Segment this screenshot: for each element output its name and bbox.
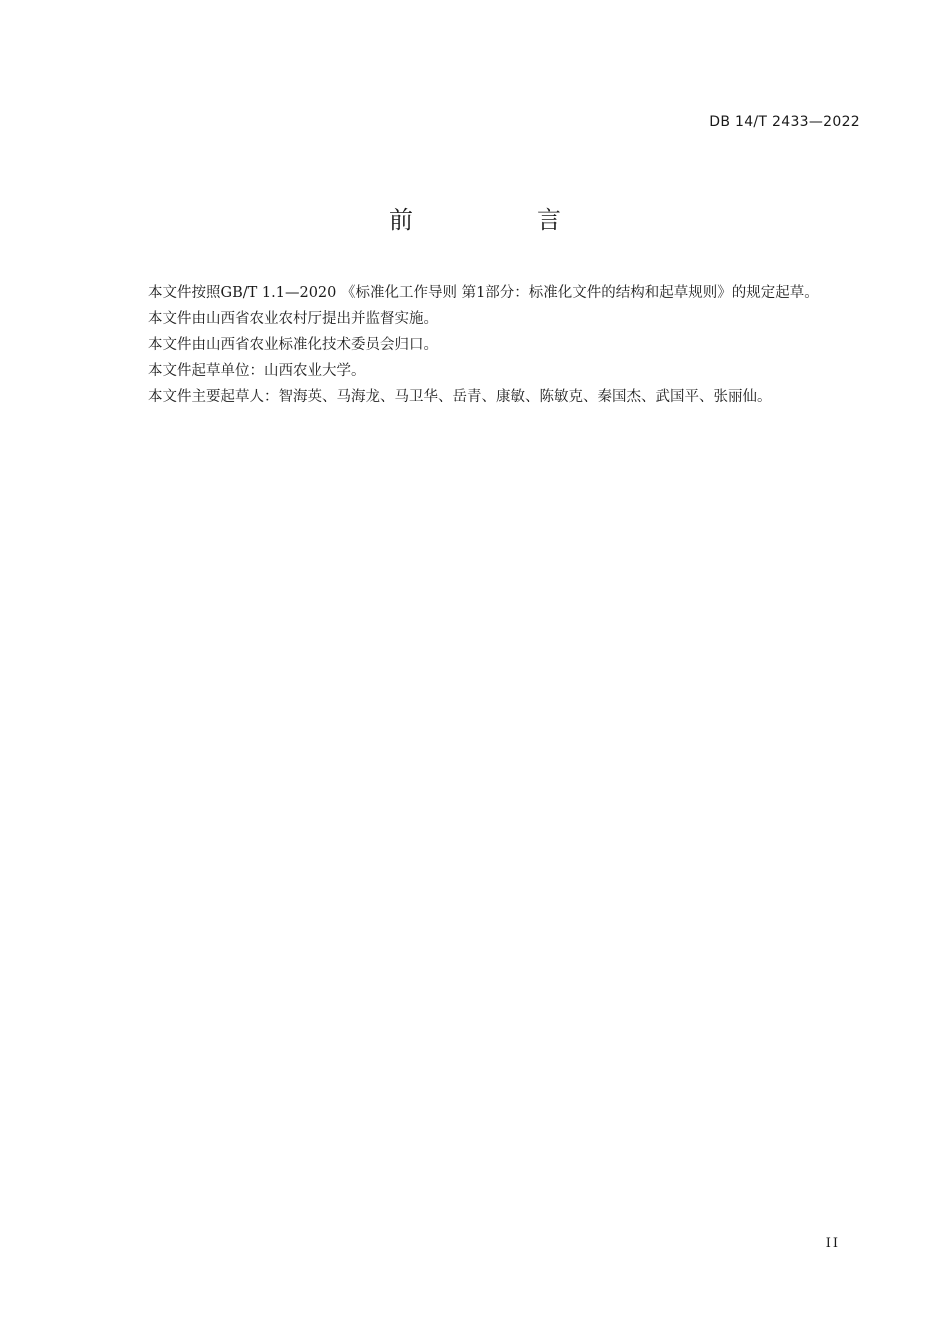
paragraph-drafting-rules: 本文件按照GB/T 1.1—2020 《标准化工作导则 第1部分：标准化文件的结构和起草规则》的规定起草。	[148, 285, 819, 301]
paragraph-committee: 本文件由山西省农业标准化技术委员会归口。	[148, 337, 438, 353]
page-title: 前 言	[389, 206, 611, 234]
preface-body	[113, 280, 861, 410]
paragraph-drafting-unit: 本文件起草单位：山西农业大学。	[148, 363, 366, 379]
paragraph-proposer: 本文件由山西省农业农村厅提出并监督实施。	[148, 311, 438, 327]
paragraph-drafters: 本文件主要起草人：智海英、马海龙、马卫华、岳青、康敏、陈敏克、秦国杰、武国平、张丽仙。	[148, 389, 772, 405]
document-code: DB 14/T 2433—2022	[709, 114, 860, 130]
page-number: II	[825, 1236, 840, 1251]
